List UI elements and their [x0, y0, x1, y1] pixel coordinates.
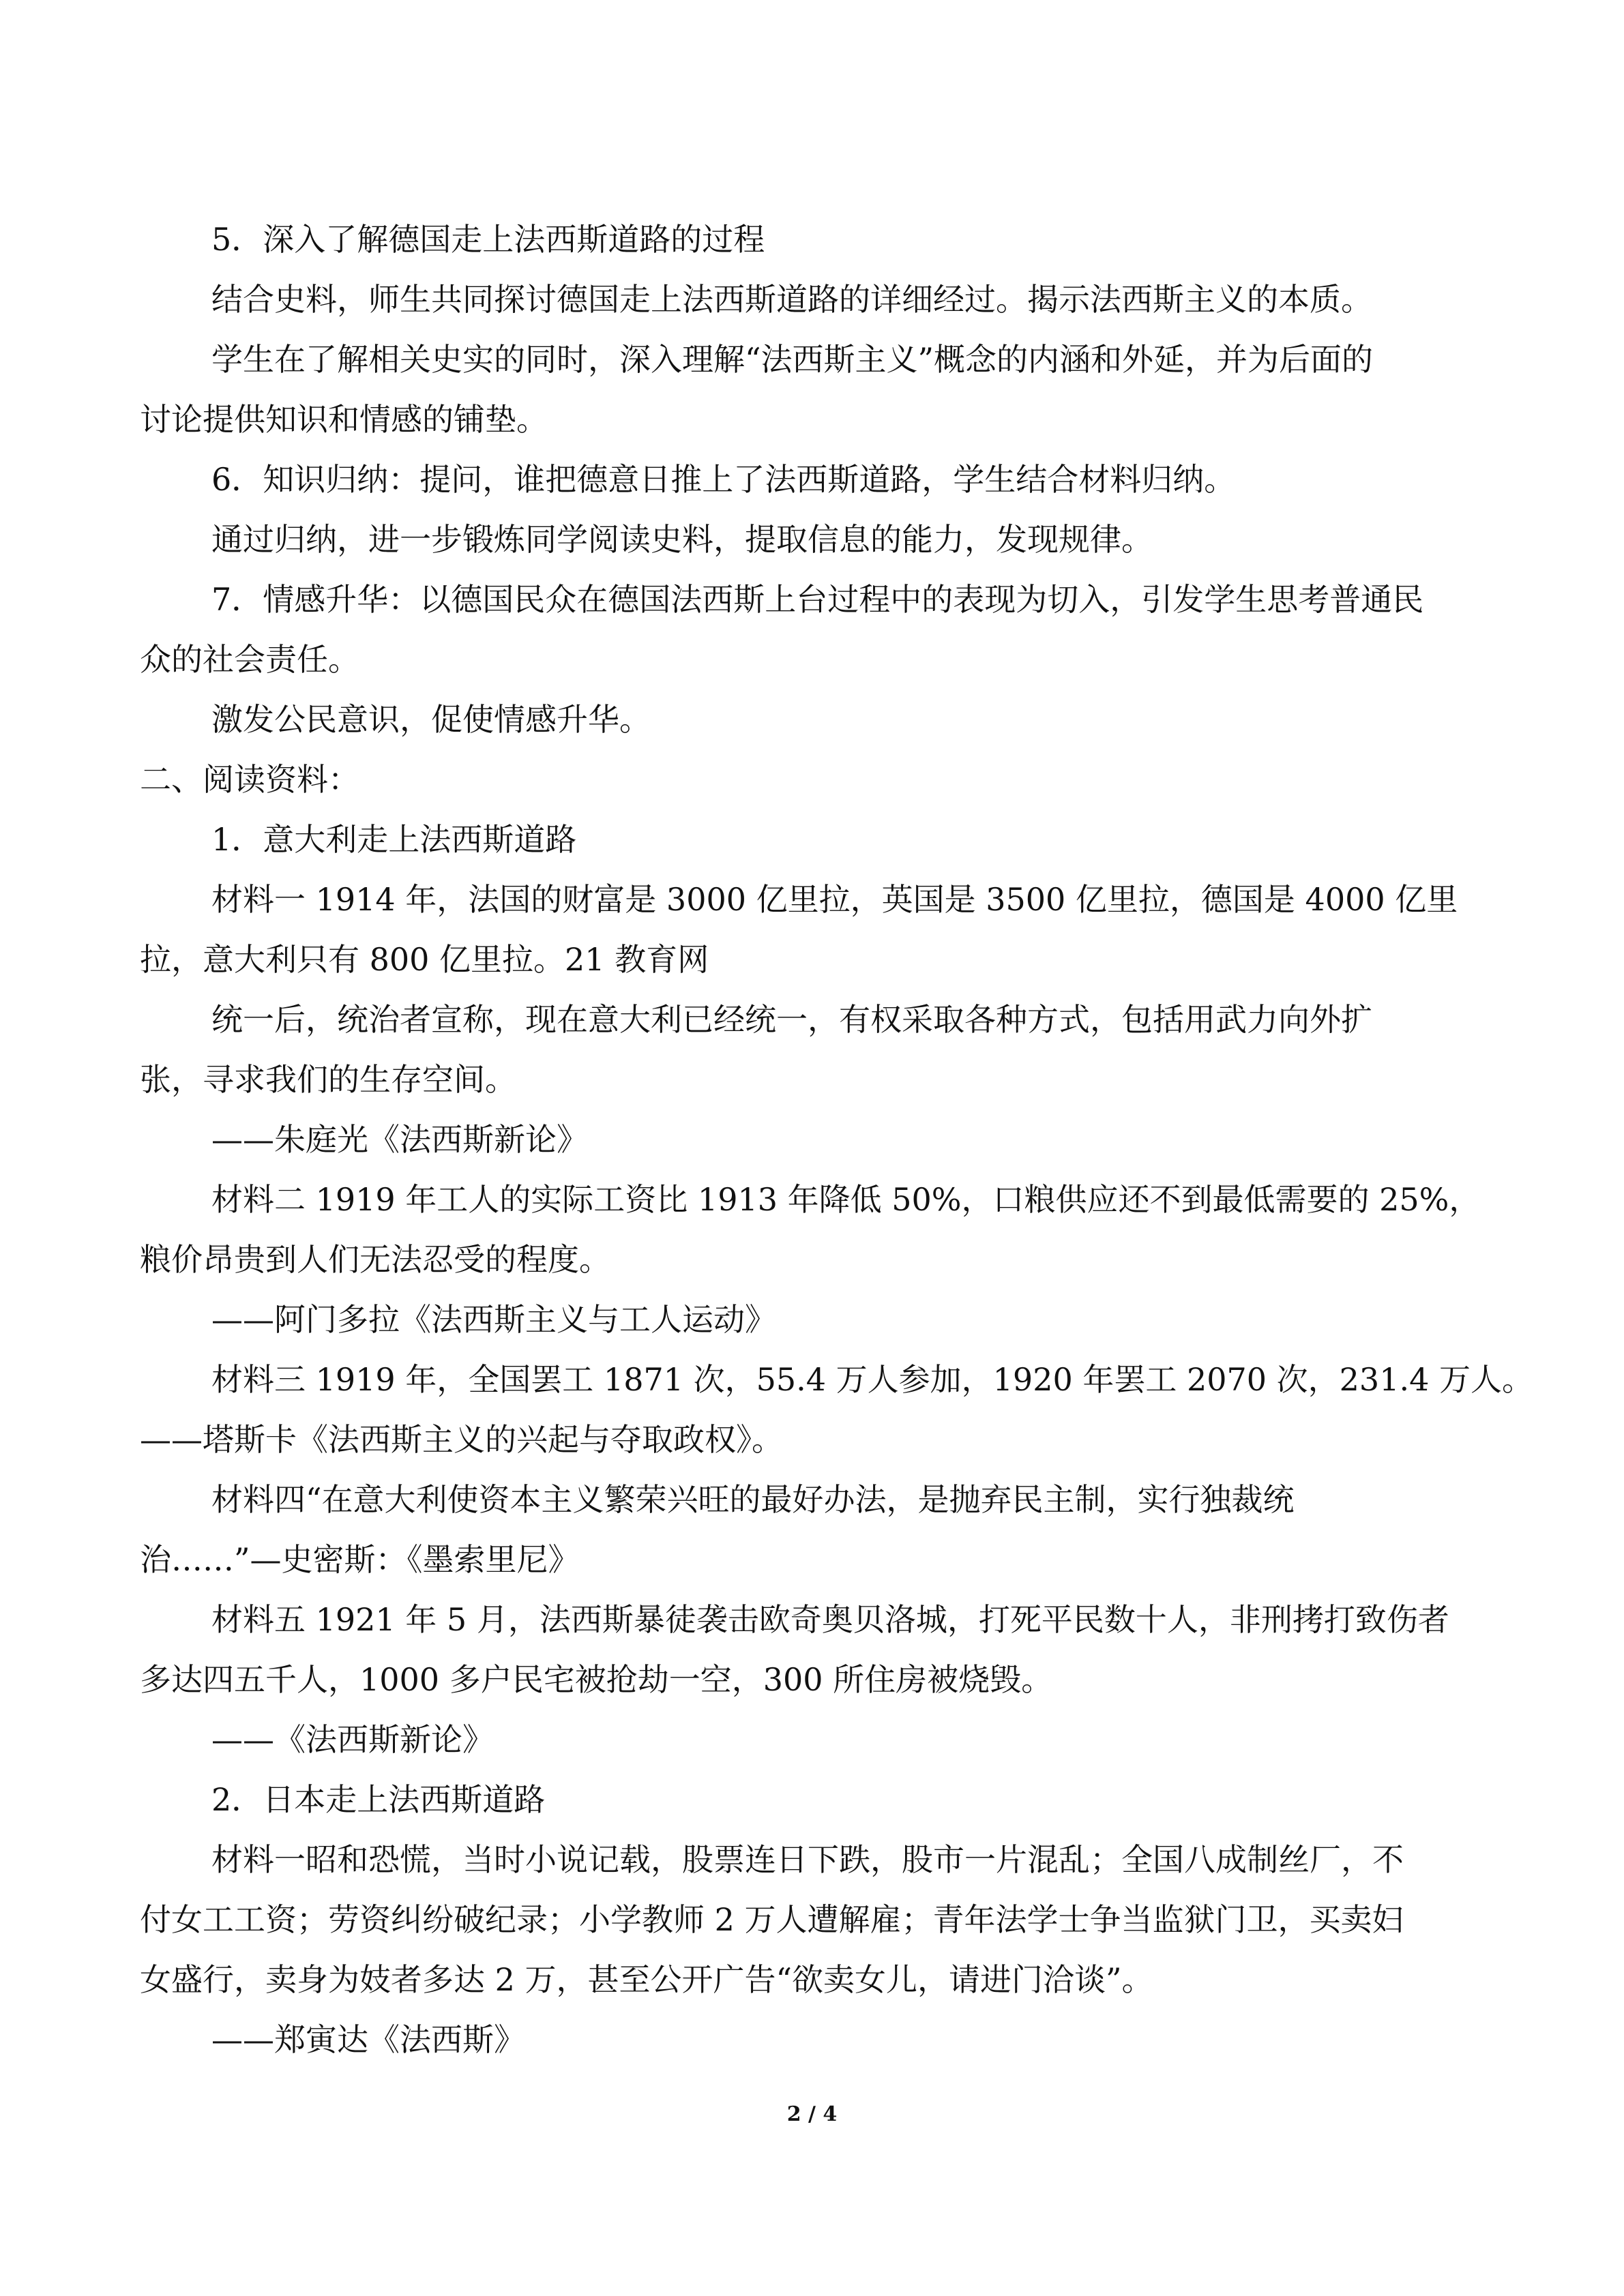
text-line: 材料一 1914 年，法国的财富是 3000 亿里拉，英国是 3500 亿里拉，德国是 4000 亿里 [211, 881, 1458, 918]
text-line: ——朱庭光《法西斯新论》 [211, 1121, 588, 1158]
text-line: 材料二 1919 年工人的实际工资比 1913 年降低 50%，口粮供应还不到最低需要的 25%， [211, 1181, 1481, 1218]
text-line: 1．意大利走上法西斯道路 [211, 821, 577, 858]
text-line: 材料五 1921 年 5 月，法西斯暴徒袭击欧奇奥贝洛城，打死平民数十人，非刑拷打致伤者 [211, 1601, 1449, 1638]
text-line: 多达四五千人，1000 多户民宅被抢劫一空，300 所住房被烧毁。 [140, 1661, 1053, 1698]
text-line: 学生在了解相关史实的同时，深入理解“法西斯主义”概念的内涵和外延，并为后面的 [211, 341, 1374, 378]
text-line: 激发公民意识，促使情感升华。 [211, 701, 651, 738]
text-line: 2．日本走上法西斯道路 [211, 1781, 546, 1818]
text-line: ——郑寅达《法西斯》 [211, 2021, 525, 2058]
text-line: 讨论提供知识和情感的铺垫。 [140, 401, 548, 438]
text-line: 女盛行，卖身为妓者多达 2 万，甚至公开广告“欲卖女儿，请进门洽谈”。 [140, 1961, 1153, 1998]
text-line: 众的社会责任。 [140, 641, 359, 678]
document-body [140, 217, 1533, 2077]
text-line: ——《法西斯新论》 [211, 1721, 494, 1758]
text-line: 二、阅读资料： [140, 761, 359, 798]
text-line: 张，寻求我们的生存空间。 [140, 1061, 516, 1098]
page-number: 2 / 4 [786, 2102, 838, 2126]
text-line: 材料三 1919 年，全国罢工 1871 次，55.4 万人参加，1920 年罢工 2070 次，231.4 万人。 [211, 1361, 1533, 1398]
text-line: 粮价昂贵到人们无法忍受的程度。 [140, 1241, 610, 1278]
text-line: 7．情感升华：以德国民众在德国法西斯上台过程中的表现为切入，引发学生思考普通民 [211, 581, 1424, 618]
text-line: 通过归纳，进一步锻炼同学阅读史料，提取信息的能力，发现规律。 [211, 521, 1153, 558]
text-line: 5．深入了解德国走上法西斯道路的过程 [211, 221, 765, 258]
text-line: 治……”—史密斯：《墨索里尼》 [140, 1541, 580, 1578]
text-line: 拉，意大利只有 800 亿里拉。21 教育网 [140, 941, 709, 978]
text-line: 6．知识归纳：提问，谁把德意日推上了法西斯道路，学生结合材料归纳。 [211, 461, 1236, 498]
text-line: ——阿门多拉《法西斯主义与工人运动》 [211, 1301, 776, 1338]
text-line: 结合史料，师生共同探讨德国走上法西斯道路的详细经过。揭示法西斯主义的本质。 [211, 281, 1372, 318]
text-line: 材料一昭和恐慌，当时小说记载，股票连日下跌，股市一片混乱；全国八成制丝厂，不 [211, 1841, 1404, 1878]
text-line: 统一后，统治者宣称，现在意大利已经统一，有权采取各种方式，包括用武力向外扩 [211, 1001, 1372, 1038]
text-line: 材料四“在意大利使资本主义繁荣兴旺的最好办法，是抛弃民主制，实行独裁统 [211, 1481, 1295, 1518]
text-line: 付女工工资；劳资纠纷破纪录；小学教师 2 万人遭解雇；青年法学士争当监狱门卫，买卖妇 [140, 1901, 1404, 1938]
text-line: ——塔斯卡《法西斯主义的兴起与夺取政权》。 [140, 1421, 783, 1458]
